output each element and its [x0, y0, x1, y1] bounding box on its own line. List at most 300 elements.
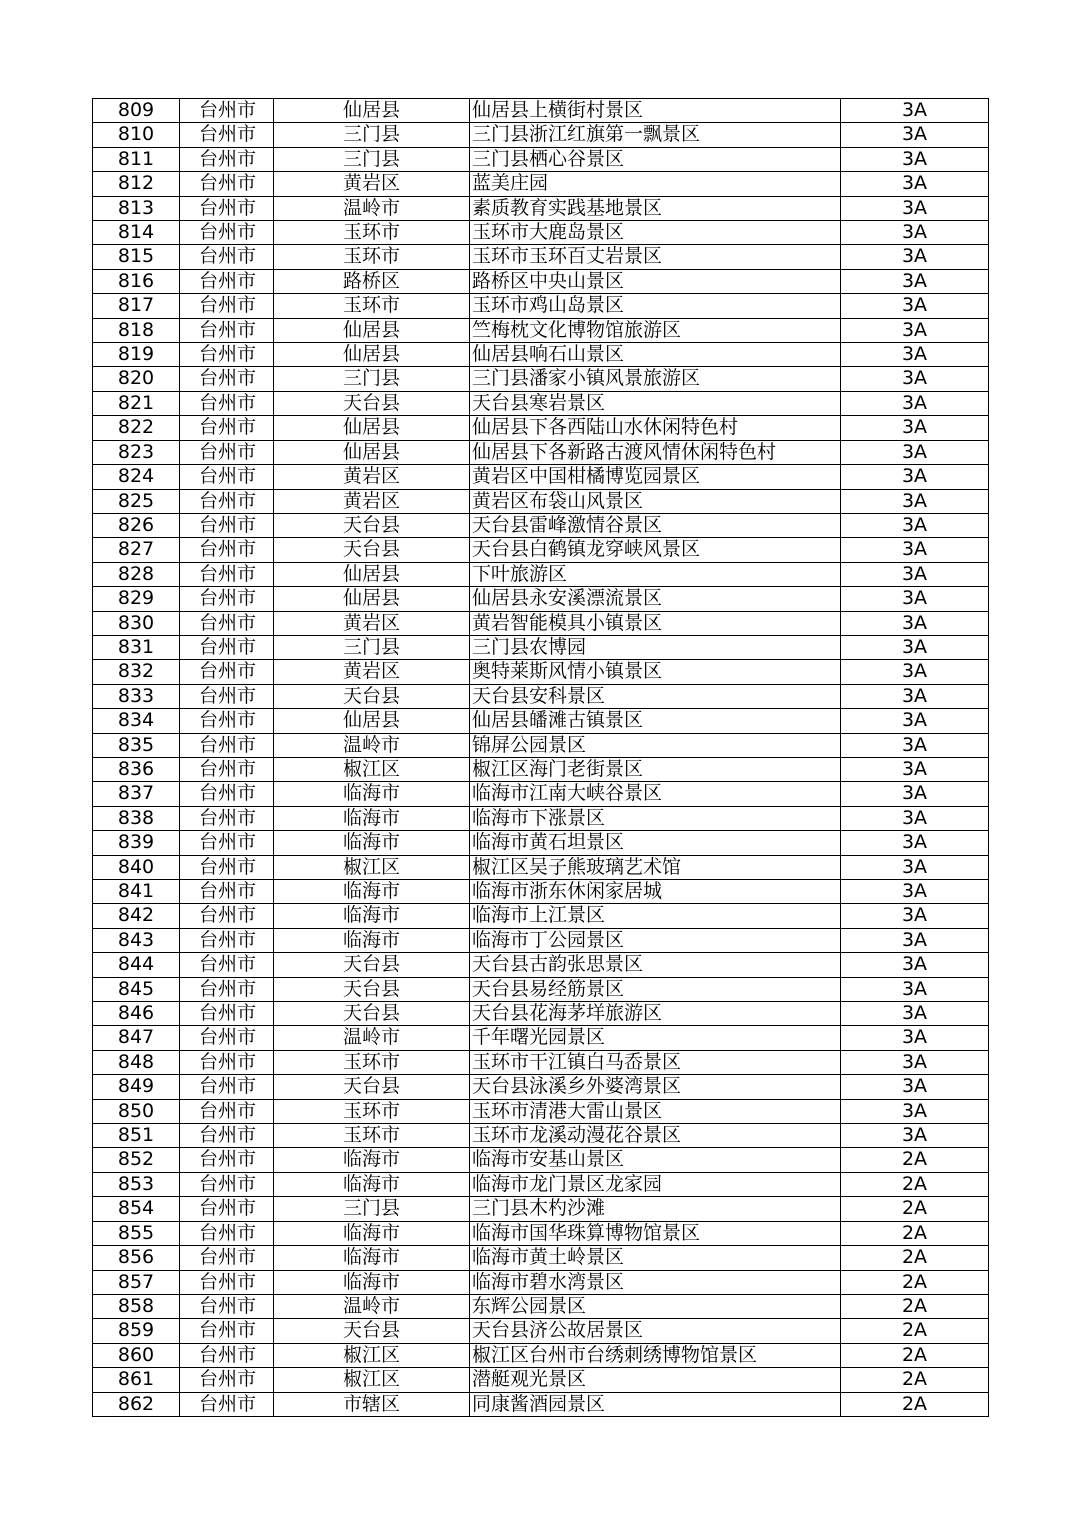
- scenic-name-cell: 千年曙光园景区: [470, 1026, 841, 1050]
- table-row: [93, 513, 989, 537]
- level-cell: 3A: [841, 221, 989, 245]
- level-cell: 3A: [841, 440, 989, 464]
- table-row: [93, 1197, 989, 1221]
- county-cell: 临海市: [274, 806, 470, 830]
- level-cell: 3A: [841, 294, 989, 318]
- county-cell: 椒江区: [274, 855, 470, 879]
- level-cell: 2A: [841, 1197, 989, 1221]
- county-cell: 玉环市: [274, 294, 470, 318]
- scenic-name-cell: 临海市安基山景区: [470, 1148, 841, 1172]
- level-cell: 2A: [841, 1343, 989, 1367]
- level-cell: 3A: [841, 245, 989, 269]
- county-cell: 仙居县: [274, 709, 470, 733]
- row-number-cell: 841: [93, 880, 180, 904]
- level-cell: 3A: [841, 611, 989, 635]
- county-cell: 天台县: [274, 977, 470, 1001]
- row-number-cell: 862: [93, 1392, 180, 1416]
- row-number-cell: 809: [93, 99, 180, 123]
- scenic-name-cell: 仙居县下各西陆山水休闲特色村: [470, 416, 841, 440]
- city-cell: 台州市: [180, 1197, 274, 1221]
- level-cell: 3A: [841, 172, 989, 196]
- level-cell: 3A: [841, 367, 989, 391]
- row-number-cell: 843: [93, 928, 180, 952]
- row-number-cell: 838: [93, 806, 180, 830]
- county-cell: 温岭市: [274, 196, 470, 220]
- row-number-cell: 819: [93, 343, 180, 367]
- scenic-name-cell: 天台县安科景区: [470, 684, 841, 708]
- level-cell: 3A: [841, 123, 989, 147]
- scenic-name-cell: 黄岩区布袋山风景区: [470, 489, 841, 513]
- scenic-name-cell: 临海市黄石坦景区: [470, 831, 841, 855]
- level-cell: 3A: [841, 684, 989, 708]
- table-row: [93, 489, 989, 513]
- level-cell: 3A: [841, 562, 989, 586]
- county-cell: 黄岩区: [274, 465, 470, 489]
- city-cell: 台州市: [180, 660, 274, 684]
- county-cell: 玉环市: [274, 245, 470, 269]
- row-number-cell: 839: [93, 831, 180, 855]
- table-row: [93, 416, 989, 440]
- table-row: [93, 977, 989, 1001]
- county-cell: 三门县: [274, 147, 470, 171]
- scenic-name-cell: 仙居县下各新路古渡风情休闲特色村: [470, 440, 841, 464]
- county-cell: 天台县: [274, 513, 470, 537]
- scenic-area-table: [92, 98, 989, 1417]
- row-number-cell: 832: [93, 660, 180, 684]
- table-row: [93, 1221, 989, 1245]
- city-cell: 台州市: [180, 538, 274, 562]
- city-cell: 台州市: [180, 855, 274, 879]
- county-cell: 临海市: [274, 928, 470, 952]
- scenic-name-cell: 潜艇观光景区: [470, 1368, 841, 1392]
- table-row: [93, 196, 989, 220]
- scenic-name-cell: 三门县农博园: [470, 635, 841, 659]
- level-cell: 3A: [841, 269, 989, 293]
- table-row: [93, 660, 989, 684]
- level-cell: 3A: [841, 465, 989, 489]
- table-row: [93, 953, 989, 977]
- scenic-name-cell: 下叶旅游区: [470, 562, 841, 586]
- city-cell: 台州市: [180, 977, 274, 1001]
- row-number-cell: 852: [93, 1148, 180, 1172]
- row-number-cell: 813: [93, 196, 180, 220]
- scenic-name-cell: 三门县木杓沙滩: [470, 1197, 841, 1221]
- city-cell: 台州市: [180, 269, 274, 293]
- scenic-name-cell: 仙居县响石山景区: [470, 343, 841, 367]
- table-row: [93, 684, 989, 708]
- row-number-cell: 858: [93, 1294, 180, 1318]
- level-cell: 3A: [841, 343, 989, 367]
- level-cell: 3A: [841, 782, 989, 806]
- table-row: [93, 440, 989, 464]
- county-cell: 黄岩区: [274, 172, 470, 196]
- county-cell: 温岭市: [274, 1294, 470, 1318]
- scenic-name-cell: 路桥区中央山景区: [470, 269, 841, 293]
- scenic-name-cell: 椒江区吴子熊玻璃艺术馆: [470, 855, 841, 879]
- county-cell: 仙居县: [274, 562, 470, 586]
- table-row: [93, 343, 989, 367]
- row-number-cell: 844: [93, 953, 180, 977]
- table-row: [93, 1392, 989, 1416]
- row-number-cell: 825: [93, 489, 180, 513]
- scenic-name-cell: 三门县浙江红旗第一飘景区: [470, 123, 841, 147]
- scenic-name-cell: 黄岩区中国柑橘博览园景区: [470, 465, 841, 489]
- county-cell: 临海市: [274, 904, 470, 928]
- city-cell: 台州市: [180, 1172, 274, 1196]
- row-number-cell: 831: [93, 635, 180, 659]
- county-cell: 仙居县: [274, 416, 470, 440]
- row-number-cell: 822: [93, 416, 180, 440]
- level-cell: 3A: [841, 660, 989, 684]
- table-body: [93, 99, 989, 1417]
- scenic-name-cell: 天台县花海茅垟旅游区: [470, 1002, 841, 1026]
- level-cell: 3A: [841, 513, 989, 537]
- city-cell: 台州市: [180, 709, 274, 733]
- city-cell: 台州市: [180, 1026, 274, 1050]
- county-cell: 仙居县: [274, 318, 470, 342]
- row-number-cell: 855: [93, 1221, 180, 1245]
- table-row: [93, 1270, 989, 1294]
- row-number-cell: 840: [93, 855, 180, 879]
- scenic-name-cell: 玉环市玉环百丈岩景区: [470, 245, 841, 269]
- row-number-cell: 850: [93, 1099, 180, 1123]
- city-cell: 台州市: [180, 245, 274, 269]
- county-cell: 天台县: [274, 953, 470, 977]
- scenic-name-cell: 天台县雷峰激情谷景区: [470, 513, 841, 537]
- scenic-name-cell: 仙居县上横街村景区: [470, 99, 841, 123]
- level-cell: 3A: [841, 1002, 989, 1026]
- city-cell: 台州市: [180, 465, 274, 489]
- level-cell: 3A: [841, 196, 989, 220]
- county-cell: 黄岩区: [274, 489, 470, 513]
- row-number-cell: 816: [93, 269, 180, 293]
- row-number-cell: 823: [93, 440, 180, 464]
- county-cell: 三门县: [274, 1197, 470, 1221]
- table-row: [93, 1124, 989, 1148]
- county-cell: 临海市: [274, 1148, 470, 1172]
- table-row: [93, 391, 989, 415]
- county-cell: 玉环市: [274, 1124, 470, 1148]
- table-row: [93, 1319, 989, 1343]
- table-row: [93, 1172, 989, 1196]
- level-cell: 3A: [841, 757, 989, 781]
- scenic-name-cell: 三门县栖心谷景区: [470, 147, 841, 171]
- scenic-name-cell: 仙居县永安溪漂流景区: [470, 587, 841, 611]
- county-cell: 椒江区: [274, 757, 470, 781]
- scenic-name-cell: 临海市龙门景区龙家园: [470, 1172, 841, 1196]
- city-cell: 台州市: [180, 294, 274, 318]
- city-cell: 台州市: [180, 489, 274, 513]
- level-cell: 3A: [841, 1099, 989, 1123]
- city-cell: 台州市: [180, 123, 274, 147]
- city-cell: 台州市: [180, 1392, 274, 1416]
- city-cell: 台州市: [180, 831, 274, 855]
- level-cell: 3A: [841, 416, 989, 440]
- row-number-cell: 854: [93, 1197, 180, 1221]
- city-cell: 台州市: [180, 221, 274, 245]
- city-cell: 台州市: [180, 1124, 274, 1148]
- county-cell: 天台县: [274, 1002, 470, 1026]
- table-row: [93, 221, 989, 245]
- table-row: [93, 1099, 989, 1123]
- row-number-cell: 836: [93, 757, 180, 781]
- scenic-name-cell: 天台县白鹤镇龙穿峡风景区: [470, 538, 841, 562]
- row-number-cell: 828: [93, 562, 180, 586]
- scenic-name-cell: 玉环市大鹿岛景区: [470, 221, 841, 245]
- scenic-name-cell: 临海市国华珠算博物馆景区: [470, 1221, 841, 1245]
- scenic-name-cell: 奥特莱斯风情小镇景区: [470, 660, 841, 684]
- city-cell: 台州市: [180, 147, 274, 171]
- city-cell: 台州市: [180, 562, 274, 586]
- table-row: [93, 855, 989, 879]
- table-row: [93, 1050, 989, 1074]
- level-cell: 3A: [841, 391, 989, 415]
- city-cell: 台州市: [180, 367, 274, 391]
- table-row: [93, 1026, 989, 1050]
- row-number-cell: 835: [93, 733, 180, 757]
- county-cell: 天台县: [274, 1319, 470, 1343]
- level-cell: 2A: [841, 1172, 989, 1196]
- county-cell: 临海市: [274, 880, 470, 904]
- city-cell: 台州市: [180, 1368, 274, 1392]
- city-cell: 台州市: [180, 806, 274, 830]
- city-cell: 台州市: [180, 684, 274, 708]
- row-number-cell: 859: [93, 1319, 180, 1343]
- scenic-name-cell: 玉环市鸡山岛景区: [470, 294, 841, 318]
- city-cell: 台州市: [180, 318, 274, 342]
- row-number-cell: 842: [93, 904, 180, 928]
- scenic-name-cell: 竺梅枕文化博物馆旅游区: [470, 318, 841, 342]
- scenic-name-cell: 椒江区海门老街景区: [470, 757, 841, 781]
- table-row: [93, 782, 989, 806]
- table-row: [93, 831, 989, 855]
- row-number-cell: 833: [93, 684, 180, 708]
- table-row: [93, 1343, 989, 1367]
- table-row: [93, 904, 989, 928]
- scenic-name-cell: 临海市下涨景区: [470, 806, 841, 830]
- level-cell: 3A: [841, 147, 989, 171]
- city-cell: 台州市: [180, 196, 274, 220]
- level-cell: 3A: [841, 318, 989, 342]
- level-cell: 2A: [841, 1368, 989, 1392]
- scenic-name-cell: 玉环市龙溪动漫花谷景区: [470, 1124, 841, 1148]
- scenic-name-cell: 天台县济公故居景区: [470, 1319, 841, 1343]
- table-row: [93, 1148, 989, 1172]
- level-cell: 2A: [841, 1392, 989, 1416]
- city-cell: 台州市: [180, 953, 274, 977]
- county-cell: 仙居县: [274, 343, 470, 367]
- table-row: [93, 269, 989, 293]
- table-row: [93, 562, 989, 586]
- level-cell: 3A: [841, 635, 989, 659]
- level-cell: 3A: [841, 733, 989, 757]
- level-cell: 3A: [841, 880, 989, 904]
- table-row: [93, 294, 989, 318]
- city-cell: 台州市: [180, 440, 274, 464]
- county-cell: 天台县: [274, 684, 470, 708]
- county-cell: 黄岩区: [274, 611, 470, 635]
- county-cell: 黄岩区: [274, 660, 470, 684]
- city-cell: 台州市: [180, 904, 274, 928]
- county-cell: 仙居县: [274, 440, 470, 464]
- city-cell: 台州市: [180, 928, 274, 952]
- level-cell: 3A: [841, 953, 989, 977]
- city-cell: 台州市: [180, 1294, 274, 1318]
- city-cell: 台州市: [180, 587, 274, 611]
- county-cell: 温岭市: [274, 733, 470, 757]
- city-cell: 台州市: [180, 513, 274, 537]
- county-cell: 三门县: [274, 123, 470, 147]
- scenic-name-cell: 临海市上江景区: [470, 904, 841, 928]
- county-cell: 临海市: [274, 831, 470, 855]
- table-row: [93, 635, 989, 659]
- scenic-name-cell: 玉环市清港大雷山景区: [470, 1099, 841, 1123]
- city-cell: 台州市: [180, 343, 274, 367]
- city-cell: 台州市: [180, 172, 274, 196]
- row-number-cell: 856: [93, 1246, 180, 1270]
- row-number-cell: 848: [93, 1050, 180, 1074]
- city-cell: 台州市: [180, 1343, 274, 1367]
- table-row: [93, 587, 989, 611]
- scenic-name-cell: 天台县泳溪乡外婆湾景区: [470, 1075, 841, 1099]
- scenic-name-cell: 临海市碧水湾景区: [470, 1270, 841, 1294]
- table-row: [93, 318, 989, 342]
- city-cell: 台州市: [180, 1099, 274, 1123]
- county-cell: 三门县: [274, 635, 470, 659]
- county-cell: 仙居县: [274, 587, 470, 611]
- scenic-name-cell: 天台县寒岩景区: [470, 391, 841, 415]
- level-cell: 2A: [841, 1270, 989, 1294]
- county-cell: 温岭市: [274, 1026, 470, 1050]
- city-cell: 台州市: [180, 1246, 274, 1270]
- level-cell: 2A: [841, 1294, 989, 1318]
- row-number-cell: 857: [93, 1270, 180, 1294]
- county-cell: 临海市: [274, 782, 470, 806]
- row-number-cell: 853: [93, 1172, 180, 1196]
- table-row: [93, 928, 989, 952]
- county-cell: 玉环市: [274, 1050, 470, 1074]
- county-cell: 玉环市: [274, 221, 470, 245]
- row-number-cell: 861: [93, 1368, 180, 1392]
- city-cell: 台州市: [180, 1319, 274, 1343]
- scenic-name-cell: 临海市丁公园景区: [470, 928, 841, 952]
- city-cell: 台州市: [180, 782, 274, 806]
- table-row: [93, 123, 989, 147]
- row-number-cell: 830: [93, 611, 180, 635]
- scenic-name-cell: 仙居县皤滩古镇景区: [470, 709, 841, 733]
- row-number-cell: 845: [93, 977, 180, 1001]
- county-cell: 临海市: [274, 1246, 470, 1270]
- city-cell: 台州市: [180, 733, 274, 757]
- level-cell: 3A: [841, 587, 989, 611]
- scenic-name-cell: 天台县古韵张思景区: [470, 953, 841, 977]
- scenic-name-cell: 天台县易经筋景区: [470, 977, 841, 1001]
- table-row: [93, 1075, 989, 1099]
- scenic-name-cell: 临海市浙东休闲家居城: [470, 880, 841, 904]
- table-row: [93, 99, 989, 123]
- city-cell: 台州市: [180, 880, 274, 904]
- city-cell: 台州市: [180, 757, 274, 781]
- table-row: [93, 611, 989, 635]
- level-cell: 2A: [841, 1319, 989, 1343]
- level-cell: 3A: [841, 99, 989, 123]
- county-cell: 椒江区: [274, 1368, 470, 1392]
- level-cell: 2A: [841, 1246, 989, 1270]
- scenic-name-cell: 同康酱酒园景区: [470, 1392, 841, 1416]
- level-cell: 3A: [841, 1124, 989, 1148]
- row-number-cell: 817: [93, 294, 180, 318]
- table-row: [93, 757, 989, 781]
- county-cell: 临海市: [274, 1270, 470, 1294]
- row-number-cell: 810: [93, 123, 180, 147]
- row-number-cell: 814: [93, 221, 180, 245]
- table-row: [93, 367, 989, 391]
- row-number-cell: 847: [93, 1026, 180, 1050]
- city-cell: 台州市: [180, 1075, 274, 1099]
- table-row: [93, 465, 989, 489]
- table-row: [93, 172, 989, 196]
- city-cell: 台州市: [180, 1002, 274, 1026]
- row-number-cell: 812: [93, 172, 180, 196]
- level-cell: 3A: [841, 904, 989, 928]
- row-number-cell: 815: [93, 245, 180, 269]
- city-cell: 台州市: [180, 416, 274, 440]
- level-cell: 3A: [841, 1050, 989, 1074]
- level-cell: 3A: [841, 1026, 989, 1050]
- row-number-cell: 834: [93, 709, 180, 733]
- table-row: [93, 1002, 989, 1026]
- county-cell: 天台县: [274, 391, 470, 415]
- level-cell: 3A: [841, 806, 989, 830]
- scenic-name-cell: 黄岩智能模具小镇景区: [470, 611, 841, 635]
- level-cell: 3A: [841, 977, 989, 1001]
- county-cell: 市辖区: [274, 1392, 470, 1416]
- row-number-cell: 829: [93, 587, 180, 611]
- table-row: [93, 733, 989, 757]
- county-cell: 天台县: [274, 538, 470, 562]
- level-cell: 3A: [841, 538, 989, 562]
- table-row: [93, 1368, 989, 1392]
- city-cell: 台州市: [180, 1221, 274, 1245]
- city-cell: 台州市: [180, 1270, 274, 1294]
- table-row: [93, 1294, 989, 1318]
- row-number-cell: 837: [93, 782, 180, 806]
- scenic-name-cell: 三门县潘家小镇风景旅游区: [470, 367, 841, 391]
- level-cell: 3A: [841, 928, 989, 952]
- county-cell: 临海市: [274, 1172, 470, 1196]
- row-number-cell: 851: [93, 1124, 180, 1148]
- level-cell: 2A: [841, 1221, 989, 1245]
- row-number-cell: 811: [93, 147, 180, 171]
- row-number-cell: 818: [93, 318, 180, 342]
- table-row: [93, 709, 989, 733]
- row-number-cell: 846: [93, 1002, 180, 1026]
- row-number-cell: 821: [93, 391, 180, 415]
- row-number-cell: 860: [93, 1343, 180, 1367]
- level-cell: 3A: [841, 709, 989, 733]
- row-number-cell: 824: [93, 465, 180, 489]
- county-cell: 天台县: [274, 1075, 470, 1099]
- city-cell: 台州市: [180, 99, 274, 123]
- county-cell: 路桥区: [274, 269, 470, 293]
- county-cell: 椒江区: [274, 1343, 470, 1367]
- level-cell: 3A: [841, 831, 989, 855]
- city-cell: 台州市: [180, 1050, 274, 1074]
- table-row: [93, 147, 989, 171]
- city-cell: 台州市: [180, 391, 274, 415]
- row-number-cell: 820: [93, 367, 180, 391]
- table-row: [93, 880, 989, 904]
